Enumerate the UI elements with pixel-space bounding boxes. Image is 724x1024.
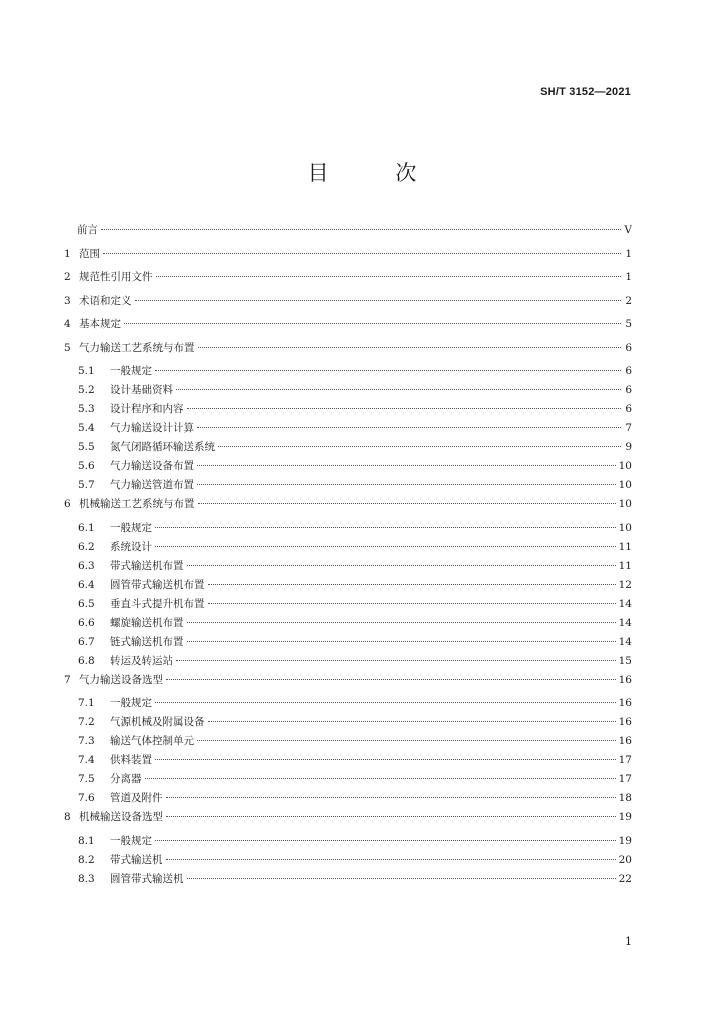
toc-entry-title: 基本规定 <box>79 318 121 330</box>
dot-leader <box>166 679 616 680</box>
toc-entry-number: 6.1 <box>78 521 95 534</box>
dot-leader <box>101 229 621 230</box>
toc-entry-page: 20 <box>618 853 632 866</box>
dot-leader <box>155 759 616 760</box>
toc-entry-page: 19 <box>618 834 632 847</box>
dot-leader <box>135 300 622 301</box>
toc-entry[interactable] <box>64 401 632 420</box>
toc-entry[interactable] <box>64 316 632 340</box>
toc-entry-title: 带式输送机布置 <box>110 559 184 572</box>
toc-entry-page: 10 <box>618 521 632 534</box>
toc-entry[interactable] <box>64 714 632 733</box>
toc-entry-title: 链式输送机布置 <box>110 635 184 648</box>
toc-entry-page: 1 <box>625 247 632 260</box>
dot-leader <box>176 660 616 661</box>
toc-entry-page: 11 <box>618 559 632 572</box>
toc-entry-page: 10 <box>618 460 632 472</box>
toc-entry-number: 2 <box>64 271 71 283</box>
toc-entry-page: 16 <box>618 697 632 709</box>
toc-entry[interactable] <box>64 269 632 293</box>
toc-entry-number: 6 <box>64 498 71 510</box>
toc-entry[interactable] <box>64 852 632 871</box>
toc-entry[interactable] <box>64 222 632 246</box>
toc-entry-page: 6 <box>625 384 632 396</box>
toc-entry[interactable] <box>64 752 632 771</box>
dot-leader <box>155 527 616 528</box>
toc-entry-page: 11 <box>618 540 632 553</box>
toc-entry-page: 6 <box>625 341 632 354</box>
dot-leader <box>197 740 616 741</box>
toc-entry-number: 7.5 <box>78 773 95 785</box>
toc-entry[interactable] <box>64 293 632 317</box>
toc-entry-page: 12 <box>618 578 632 591</box>
toc-entry-title: 垂直斗式提升机布置 <box>110 597 205 610</box>
dot-leader <box>155 370 621 371</box>
toc-entry-page: 5 <box>625 318 632 330</box>
toc-entry-title: 一般规定 <box>110 365 152 377</box>
toc-entry[interactable] <box>64 439 632 458</box>
dot-leader <box>155 546 616 547</box>
dot-leader <box>197 465 616 466</box>
toc-entry-page: 14 <box>618 616 632 629</box>
toc-entry[interactable] <box>64 577 632 596</box>
standard-code: SH/T 3152—2021 <box>540 86 631 98</box>
toc-entry[interactable] <box>64 477 632 496</box>
toc-entry-number: 7 <box>64 673 71 686</box>
toc-entry-page: 16 <box>618 735 632 747</box>
toc-entry-number: 5.7 <box>78 479 95 491</box>
toc-entry-page: 18 <box>618 792 632 804</box>
toc-entry[interactable] <box>64 496 632 520</box>
toc-entry[interactable] <box>64 790 632 809</box>
toc-entry-page: 15 <box>618 654 632 667</box>
toc-entry-number: 6.3 <box>78 559 95 572</box>
toc-entry-number: 5.3 <box>78 403 95 415</box>
toc-entry-page: 9 <box>625 441 632 453</box>
toc-entry-number: 7.6 <box>78 792 95 804</box>
toc-entry-number: 8 <box>64 811 71 823</box>
toc-entry-title: 系统设计 <box>110 540 152 553</box>
toc-entry[interactable] <box>64 733 632 752</box>
toc-entry-page: 6 <box>625 365 632 377</box>
toc-entry-title: 带式输送机 <box>110 853 163 866</box>
dot-leader <box>176 389 621 390</box>
toc-entry-title: 设计程序和内容 <box>110 403 184 415</box>
toc-entry-title: 气力输送设备选型 <box>79 673 163 686</box>
toc-entry-title: 分离器 <box>110 773 142 785</box>
toc-entry-page: 17 <box>618 754 632 766</box>
dot-leader <box>166 816 616 817</box>
toc-entry[interactable] <box>64 695 632 714</box>
toc-entry-number: 8.3 <box>78 872 95 885</box>
toc-entry-number: 3 <box>64 294 71 307</box>
toc-entry-title: 气力输送设计计算 <box>110 422 194 434</box>
toc-entry-number: 7.1 <box>78 697 95 709</box>
toc-entry-title: 一般规定 <box>110 834 152 847</box>
dot-leader <box>187 408 622 409</box>
toc-entry-number: 4 <box>64 318 71 330</box>
dot-leader <box>166 797 616 798</box>
toc-entry-title: 规范性引用文件 <box>79 271 153 283</box>
dot-leader <box>198 503 616 504</box>
toc-entry[interactable] <box>64 558 632 577</box>
dot-leader <box>197 484 616 485</box>
toc-entry-page: 10 <box>618 498 632 510</box>
toc-entry-title: 气力输送设备布置 <box>110 460 194 472</box>
toc-entry[interactable] <box>64 809 632 833</box>
page-number: 1 <box>625 935 632 948</box>
dot-leader <box>187 641 616 642</box>
toc-entry-page: V <box>624 224 632 236</box>
toc-entry-title: 术语和定义 <box>79 294 132 307</box>
dot-leader <box>155 840 616 841</box>
toc-entry-title: 设计基础资料 <box>110 384 173 396</box>
toc-entry-title: 一般规定 <box>110 521 152 534</box>
toc-entry[interactable] <box>64 634 632 653</box>
dot-leader <box>124 323 621 324</box>
dot-leader <box>155 702 616 703</box>
toc-entry-title: 圆管带式输送机 <box>110 872 184 885</box>
toc-entry[interactable] <box>64 833 632 852</box>
toc-title: 目 次 <box>307 161 447 185</box>
dot-leader <box>208 603 616 604</box>
toc-entry-page: 10 <box>618 479 632 491</box>
toc-entry-number: 6.6 <box>78 616 95 629</box>
dot-leader <box>166 859 616 860</box>
toc-entry-page: 2 <box>625 294 632 307</box>
toc-entry-title: 管道及附件 <box>110 792 163 804</box>
toc-entry-number: 6.7 <box>78 635 95 648</box>
toc-entry[interactable] <box>64 672 632 696</box>
toc-entry[interactable] <box>64 340 632 364</box>
toc-entry-number: 6.8 <box>78 654 95 667</box>
dot-leader <box>208 584 616 585</box>
toc-entry-page: 6 <box>625 403 632 415</box>
toc-entry-number: 6.5 <box>78 597 95 610</box>
toc-entry-page: 7 <box>625 422 632 434</box>
toc-entry-number: 5.2 <box>78 384 95 396</box>
dot-leader <box>187 565 616 566</box>
toc-entry-title: 前言 <box>77 224 98 236</box>
toc-entry-number: 7.2 <box>78 716 95 728</box>
toc-entry-title: 机械输送设备选型 <box>79 811 163 823</box>
toc-entry[interactable] <box>64 615 632 634</box>
table-of-contents <box>64 222 632 890</box>
toc-entry-page: 14 <box>618 597 632 610</box>
toc-entry[interactable] <box>64 363 632 382</box>
toc-entry-number: 5.6 <box>78 460 95 472</box>
dot-leader <box>218 446 621 447</box>
toc-entry-number: 5 <box>64 341 71 354</box>
toc-entry[interactable] <box>64 871 632 890</box>
toc-entry-page: 16 <box>618 673 632 686</box>
dot-leader <box>156 276 622 277</box>
toc-entry[interactable] <box>64 420 632 439</box>
toc-entry-number: 6.2 <box>78 540 95 553</box>
toc-entry-page: 19 <box>618 811 632 823</box>
toc-entry[interactable] <box>64 382 632 401</box>
toc-entry-page: 17 <box>618 773 632 785</box>
toc-entry[interactable] <box>64 653 632 672</box>
dot-leader <box>187 878 616 879</box>
dot-leader <box>198 347 622 348</box>
dot-leader <box>187 622 616 623</box>
toc-entry-page: 22 <box>618 872 632 885</box>
toc-entry-title: 输送气体控制单元 <box>110 735 194 747</box>
dot-leader <box>103 253 621 254</box>
toc-entry-number: 7.3 <box>78 735 95 747</box>
toc-entry-title: 氮气闭路循环输送系统 <box>110 441 215 453</box>
toc-entry-title: 机械输送工艺系统与布置 <box>79 498 195 510</box>
toc-entry[interactable] <box>64 771 632 790</box>
toc-entry[interactable] <box>64 596 632 615</box>
toc-entry-number: 8.2 <box>78 853 95 866</box>
toc-entry-number: 5.1 <box>78 365 95 377</box>
toc-entry-number: 8.1 <box>78 834 95 847</box>
dot-leader <box>208 721 616 722</box>
toc-entry[interactable] <box>64 458 632 477</box>
toc-entry-title: 圆管带式输送机布置 <box>110 578 205 591</box>
dot-leader <box>197 427 621 428</box>
toc-entry-title: 气力输送管道布置 <box>110 479 194 491</box>
toc-entry-number: 6.4 <box>78 578 95 591</box>
toc-entry-title: 一般规定 <box>110 697 152 709</box>
toc-entry-number: 1 <box>64 247 71 260</box>
toc-entry-number: 7.4 <box>78 754 95 766</box>
toc-entry-page: 16 <box>618 716 632 728</box>
dot-leader <box>145 778 616 779</box>
toc-entry-number: 5.4 <box>78 422 95 434</box>
toc-entry-number: 5.5 <box>78 441 95 453</box>
toc-entry[interactable] <box>64 539 632 558</box>
toc-entry-title: 气源机械及附属设备 <box>110 716 205 728</box>
toc-entry-title: 范围 <box>79 247 100 260</box>
toc-entry-title: 螺旋输送机布置 <box>110 616 184 629</box>
toc-entry-page: 1 <box>625 271 632 283</box>
toc-entry-page: 14 <box>618 635 632 648</box>
toc-entry-title: 供料装置 <box>110 754 152 766</box>
toc-entry[interactable] <box>64 520 632 539</box>
toc-entry-title: 气力输送工艺系统与布置 <box>79 341 195 354</box>
toc-entry-title: 转运及转运站 <box>110 654 173 667</box>
toc-entry[interactable] <box>64 246 632 270</box>
